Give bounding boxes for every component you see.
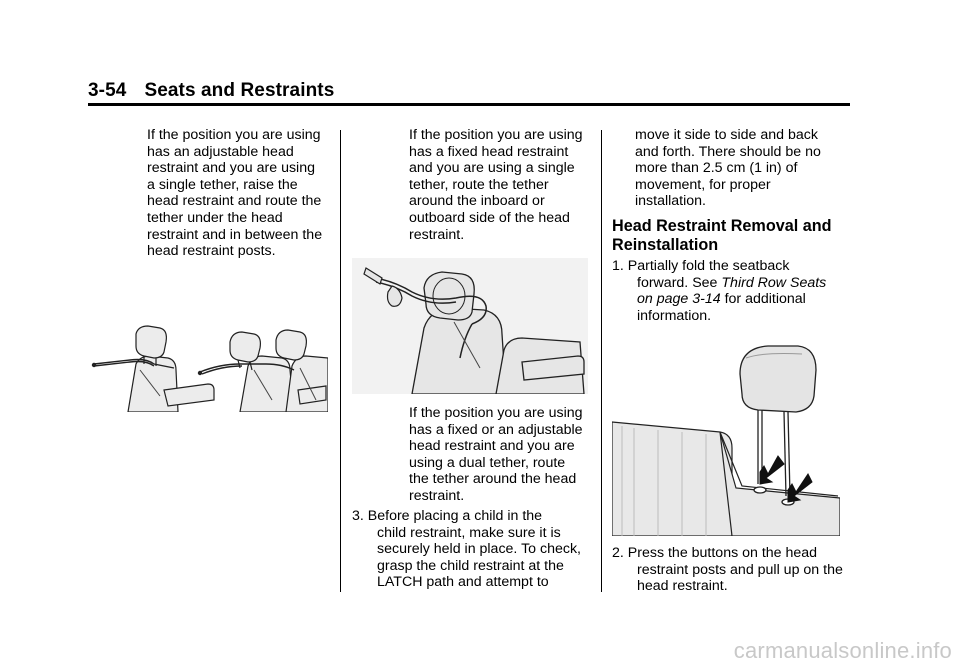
section-title: Seats and Restraints [144, 80, 335, 101]
adjustable-head-restraint-tether-illustration [90, 320, 328, 412]
col1-paragraph: If the position you are using has an adjustable head restraint and you are using a single tether, raise the head restraint and route the tether under the head restraint and in between the head restraint posts. [147, 127, 323, 260]
page-header [88, 80, 334, 102]
step-1: 1. Partially fold the seatback forward. See Third Row Seats on page 3-14 for additional information. [612, 258, 827, 324]
col3-continuation: move it side to side and back and forth. There should be no more than 2.5 cm (1 in) of movement, for proper installation. [635, 127, 821, 210]
step-3: 3. Before placing a child in the child restraint, make sure it is securely held in place. To check, grasp the child restraint at the LATCH path and attempt to [352, 508, 581, 591]
cross-reference-link[interactable]: Third Row Seats [721, 274, 827, 291]
page-number: 3-54 [88, 80, 127, 101]
col2-paragraph-1: If the position you are using has a fixed head restraint and you are using a single tether, route the tether around the inboard or outboard side of the head restraint. [409, 127, 583, 243]
cross-reference-page[interactable]: on page 3-14 [637, 291, 721, 308]
head-restraint-removal-illustration [612, 338, 840, 536]
column-divider-1 [340, 130, 341, 592]
section-heading: Head Restraint Removal and Reinstallation [612, 217, 832, 254]
header-rule [88, 103, 850, 106]
watermark: carmanualsonline.info [733, 638, 952, 663]
step-2: 2. Press the buttons on the head restraint posts and pull up on the head restraint. [612, 545, 843, 595]
fixed-head-restraint-tether-illustration [352, 258, 588, 394]
col2-paragraph-2: If the position you are using has a fixed or an adjustable head restraint and you are using a dual tether, route the tether around the head restraint. [409, 405, 583, 504]
